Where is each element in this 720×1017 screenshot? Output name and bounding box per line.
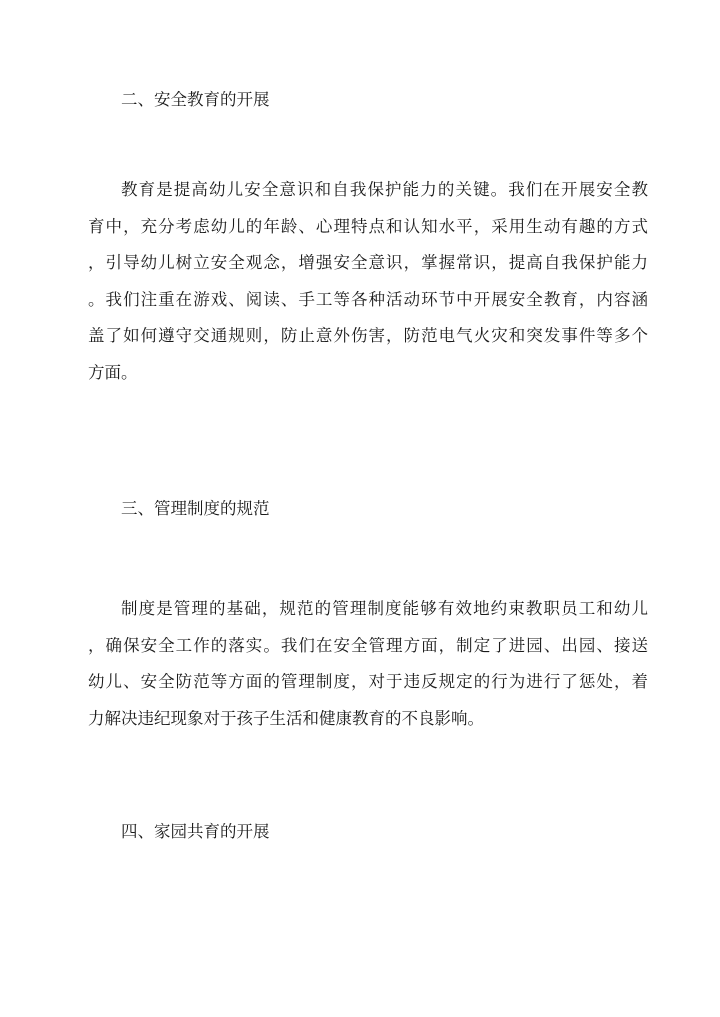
paragraph-line: 教育是提高幼儿安全意识和自我保护能力的关键。我们在开展安全教 [121,180,648,199]
paragraph-management-rules [88,591,648,737]
paragraph-line: 制度是管理的基础，规范的管理制度能够有效地约束教职员工和幼儿 [121,599,648,618]
paragraph-line: 。我们注重在游戏、阅读、手工等各种活动环节中开展安全教育，内容涵 [88,289,648,309]
paragraph-line: 幼儿、安全防范等方面的管理制度，对于违反规定的行为进行了惩处，着 [88,672,648,691]
paragraph-safety-education [88,172,648,391]
paragraph-line: 盖了如何遵守交通规则，防止意外伤害，防范电气火灾和突发事件等多个 [88,326,648,345]
paragraph-line: 方面。 [88,362,138,382]
paragraph-line: 育中，充分考虑幼儿的年龄、心理特点和认知水平，采用生动有趣的方式 [88,216,648,236]
section-heading-management-rules: 三、管理制度的规范 [121,499,270,518]
paragraph-line: 力解决违纪现象对于孩子生活和健康教育的不良影响。 [88,708,484,728]
paragraph-line: ，引导幼儿树立安全观念，增强安全意识，掌握常识，提高自我保护能力 [88,253,648,272]
section-heading-safety-education: 二、安全教育的开展 [121,90,270,109]
paragraph-line: ，确保安全工作的落实。我们在安全管理方面，制定了进园、出园、接送 [88,635,648,655]
section-heading-home-school-cooperation: 四、家园共育的开展 [121,822,270,841]
